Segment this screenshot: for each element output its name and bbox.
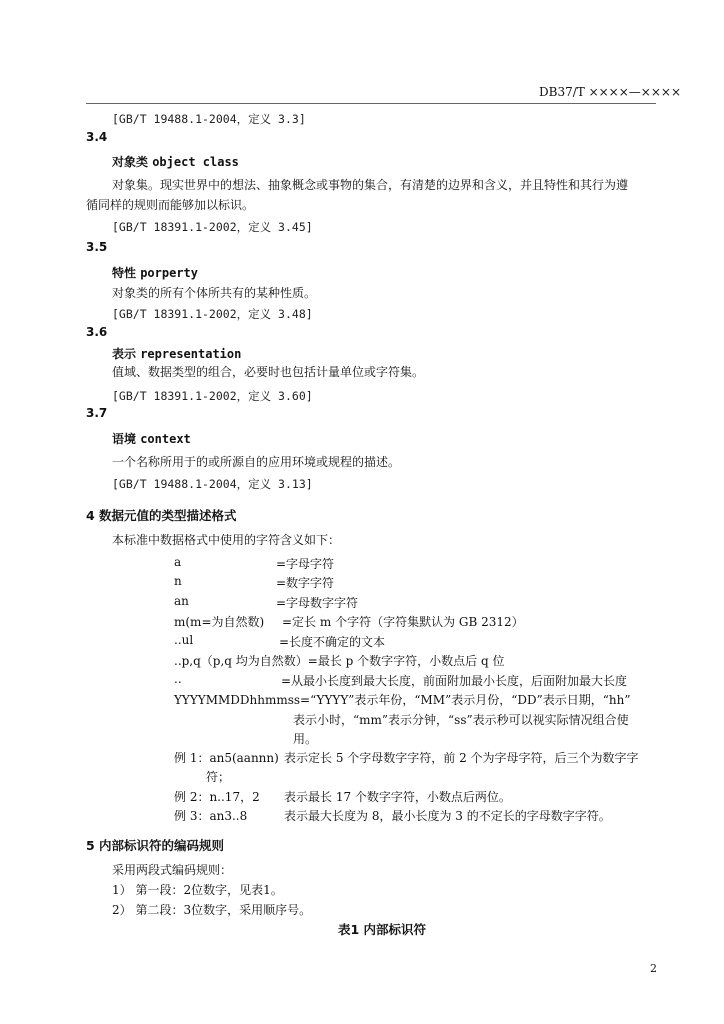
format-desc: =字母字符 bbox=[276, 557, 335, 571]
reference-line: [GB/T 18391.1-2002，定义 3.48] bbox=[112, 307, 313, 321]
term-en: porperty bbox=[140, 266, 198, 280]
section-4-heading: 4 数据元值的类型描述格式 bbox=[86, 508, 237, 523]
definition-line: 值域、数据类型的组合，必要时也包括计量单位或字符集。 bbox=[112, 365, 425, 379]
example-2-code: 例 2：n..17，2 bbox=[174, 790, 260, 804]
definition-line: 一个名称所用于的或所源自的应用环境或规程的描述。 bbox=[112, 455, 401, 469]
example-1-continuation: 符； bbox=[206, 770, 231, 784]
format-desc: =从最小长度到最大长度，前面附加最小长度，后面附加最大长度 bbox=[281, 674, 628, 688]
example-1-code: 例 1：an5(aannn) bbox=[174, 751, 279, 765]
format-code: a bbox=[174, 555, 182, 569]
term-property bbox=[112, 264, 198, 281]
example-1-desc: 表示定长 5 个字母数字字符，前 2 个为字母字符，后三个为数字字 bbox=[284, 751, 639, 765]
definition-line: 循同样的规则而能够加以标识。 bbox=[86, 198, 255, 212]
term-context bbox=[112, 430, 191, 447]
definition-line: 对象类的所有个体所共有的某种性质。 bbox=[112, 286, 317, 300]
section-5-heading: 5 内部标识符的编码规则 bbox=[86, 838, 225, 853]
page-number: 2 bbox=[650, 962, 657, 975]
reference-3-3: [GB/T 19488.1-2004，定义 3.3] bbox=[112, 112, 306, 126]
section-4-intro: 本标准中数据格式中使用的字符含义如下： bbox=[112, 533, 341, 547]
term-cn: 表示 bbox=[112, 347, 137, 361]
format-desc: =数字字符 bbox=[276, 576, 335, 590]
format-desc: =字母数字字符 bbox=[276, 596, 359, 610]
definition-line: 对象集。现实世界中的想法、抽象概念或事物的集合，有清楚的边界和含义，并且特性和其行为遵 bbox=[112, 178, 629, 192]
date-format-line: 表示小时，“mm”表示分钟，“ss”表示秒可以视实际情况组合使 bbox=[293, 713, 629, 727]
format-code: n bbox=[174, 574, 182, 588]
date-format-line: 用。 bbox=[293, 732, 318, 746]
section-5-intro: 采用两段式编码规则： bbox=[112, 863, 233, 877]
example-3-code: 例 3：an3..8 bbox=[174, 809, 248, 823]
rule-item-2: 2） 第二段：3位数字，采用顺序号。 bbox=[112, 903, 312, 917]
clause-number-3-4: 3.4 bbox=[86, 130, 108, 144]
reference-line: [GB/T 18391.1-2002，定义 3.45] bbox=[112, 220, 313, 234]
date-format-line: YYYYMMDDhhmmss=“YYYY”表示年份，“MM”表示月份，“DD”表示日期，“hh” bbox=[174, 693, 631, 707]
format-code: ..ul bbox=[174, 633, 194, 647]
reference-line: [GB/T 18391.1-2002，定义 3.60] bbox=[112, 389, 313, 403]
rule-item-1: 1） 第一段：2位数字，见表1。 bbox=[112, 883, 283, 897]
header-rule bbox=[86, 103, 656, 104]
example-2-desc: 表示最长 17 个数字字符，小数点后两位。 bbox=[284, 790, 511, 804]
format-code: .. bbox=[174, 672, 182, 686]
document-code: DB37/T ××××—×××× bbox=[539, 85, 682, 99]
term-cn: 对象类 bbox=[112, 155, 149, 169]
term-en: context bbox=[140, 432, 191, 446]
term-cn: 特性 bbox=[112, 266, 137, 280]
format-code: ..p,q（p,q 均为自然数）=最长 p 个数字字符，小数点后 q 位 bbox=[174, 654, 505, 668]
example-3-desc: 表示最大长度为 8，最小长度为 3 的不定长的字母数字字符。 bbox=[284, 809, 611, 823]
format-code: m(m=为自然数) bbox=[174, 615, 265, 629]
term-en: representation bbox=[140, 347, 242, 361]
clause-number-3-7: 3.7 bbox=[86, 406, 108, 420]
format-desc: =定长 m 个字符（字符集默认为 GB 2312） bbox=[282, 615, 524, 629]
format-desc: =长度不确定的文本 bbox=[279, 635, 386, 649]
clause-number-3-6: 3.6 bbox=[86, 325, 108, 339]
clause-number-3-5: 3.5 bbox=[86, 240, 108, 254]
reference-line: [GB/T 19488.1-2004，定义 3.13] bbox=[112, 477, 313, 491]
term-object-class bbox=[112, 153, 239, 170]
format-code: an bbox=[174, 594, 189, 608]
term-cn: 语境 bbox=[112, 432, 137, 446]
term-en: object class bbox=[152, 155, 239, 169]
table-caption: 表1 内部标识符 bbox=[338, 922, 427, 937]
term-representation bbox=[112, 345, 241, 362]
